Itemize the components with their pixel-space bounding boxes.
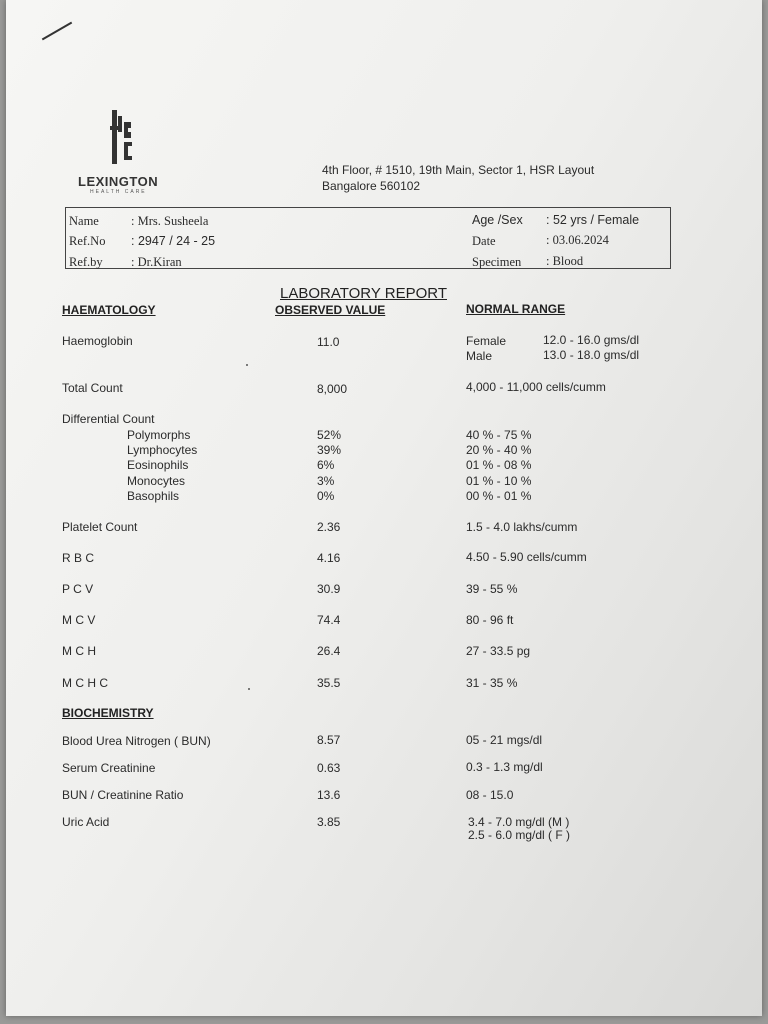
normal-range: 4,000 - 11,000 cells/cumm [466, 380, 606, 394]
test-name: Basophils [127, 489, 180, 503]
observed-value: 52% [317, 428, 342, 442]
observed-value: 0.63 [317, 761, 341, 775]
haematology-heading: HAEMATOLOGY [62, 303, 156, 317]
observed-value: 13.6 [317, 788, 341, 802]
normal-range: 13.0 - 18.0 gms/dl [543, 348, 640, 362]
refno-label: Ref.No [69, 234, 106, 248]
normal-range: 40 % - 75 % [466, 428, 532, 442]
test-name: Platelet Count [62, 520, 138, 534]
observed-value: 3.85 [317, 815, 341, 829]
normal-range: 01 % - 10 % [466, 474, 532, 488]
date-value: : 03.06.2024 [546, 233, 609, 247]
normal-range: 39 - 55 % [466, 582, 518, 596]
address-line-2: Bangalore 560102 [322, 179, 421, 193]
normal-range: 27 - 33.5 pg [466, 644, 531, 658]
speck [246, 364, 248, 366]
normal-range-heading: NORMAL RANGE [466, 302, 566, 316]
test-name: Lymphocytes [127, 443, 198, 457]
test-name: Monocytes [127, 474, 186, 488]
report-title: LABORATORY REPORT [280, 285, 447, 302]
test-name: Eosinophils [127, 458, 189, 472]
observed-value: 74.4 [317, 613, 341, 627]
normal-range: 12.0 - 16.0 gms/dl [543, 333, 640, 347]
refno-value: : 2947 / 24 - 25 [131, 234, 216, 248]
refby-label: Ref.by [69, 255, 103, 269]
range-label: Male [466, 349, 493, 363]
biochemistry-heading: BIOCHEMISTRY [62, 706, 154, 720]
normal-range: 3.4 - 7.0 mg/dl (M ) [468, 815, 570, 829]
pen-mark [42, 22, 72, 41]
test-name: Uric Acid [62, 815, 110, 829]
observed-value: 35.5 [317, 676, 341, 690]
report-sheet [6, 0, 762, 1016]
specimen-value: : Blood [546, 254, 584, 268]
observed-value: 3% [317, 474, 335, 488]
clinic-name: LEXINGTON [78, 174, 159, 189]
normal-range: 1.5 - 4.0 lakhs/cumm [466, 520, 578, 534]
test-name: BUN / Creatinine Ratio [62, 788, 184, 802]
date-label: Date [472, 234, 496, 248]
clinic-tagline: HEALTH CARE [90, 189, 147, 195]
speck [248, 688, 250, 690]
test-name: P C V [62, 582, 94, 596]
range-label: Female [466, 334, 507, 348]
name-value: : Mrs. Susheela [131, 214, 209, 228]
test-name: M C H [62, 644, 96, 658]
normal-range: 2.5 - 6.0 mg/dl ( F ) [468, 828, 571, 842]
test-name: Blood Urea Nitrogen ( BUN) [62, 734, 211, 748]
observed-value: 26.4 [317, 644, 341, 658]
normal-range: 05 - 21 mgs/dl [466, 733, 543, 747]
observed-value: 30.9 [317, 582, 341, 596]
test-name: Differential Count [62, 412, 155, 426]
logo-glyph-icon [106, 104, 146, 170]
normal-range: 00 % - 01 % [466, 489, 532, 503]
observed-value-heading: OBSERVED VALUE [275, 303, 386, 317]
normal-range: 20 % - 40 % [466, 443, 532, 457]
agesex-value: : 52 yrs / Female [546, 213, 640, 227]
observed-value: 8.57 [317, 733, 341, 747]
observed-value: 4.16 [317, 551, 341, 565]
test-name: M C V [62, 613, 96, 627]
normal-range: 0.3 - 1.3 mg/dl [466, 760, 543, 774]
specimen-label: Specimen [472, 255, 522, 269]
test-name: R B C [62, 551, 95, 565]
test-name: Serum Creatinine [62, 761, 156, 775]
patient-info-box [65, 207, 671, 269]
observed-value: 0% [317, 489, 335, 503]
normal-range: 80 - 96 ft [466, 613, 514, 627]
test-name: Polymorphs [127, 428, 191, 442]
name-label: Name [69, 214, 99, 228]
test-name: Total Count [62, 381, 123, 395]
normal-range: 4.50 - 5.90 cells/cumm [466, 550, 587, 564]
normal-range: 08 - 15.0 [466, 788, 514, 802]
observed-value: 8,000 [317, 382, 348, 396]
refby-value: : Dr.Kiran [131, 255, 182, 269]
observed-value: 2.36 [317, 520, 341, 534]
clinic-address [322, 162, 594, 194]
normal-range: 31 - 35 % [466, 676, 518, 690]
observed-value: 6% [317, 458, 335, 472]
normal-range: 01 % - 08 % [466, 458, 532, 472]
agesex-label: Age /Sex [472, 213, 523, 227]
observed-value: 11.0 [317, 335, 340, 349]
test-name: M C H C [62, 676, 108, 690]
clinic-logo [68, 104, 188, 194]
observed-value: 39% [317, 443, 342, 457]
test-name: Haemoglobin [62, 334, 133, 348]
address-line-1: 4th Floor, # 1510, 19th Main, Sector 1, HSR Layout [322, 163, 595, 177]
